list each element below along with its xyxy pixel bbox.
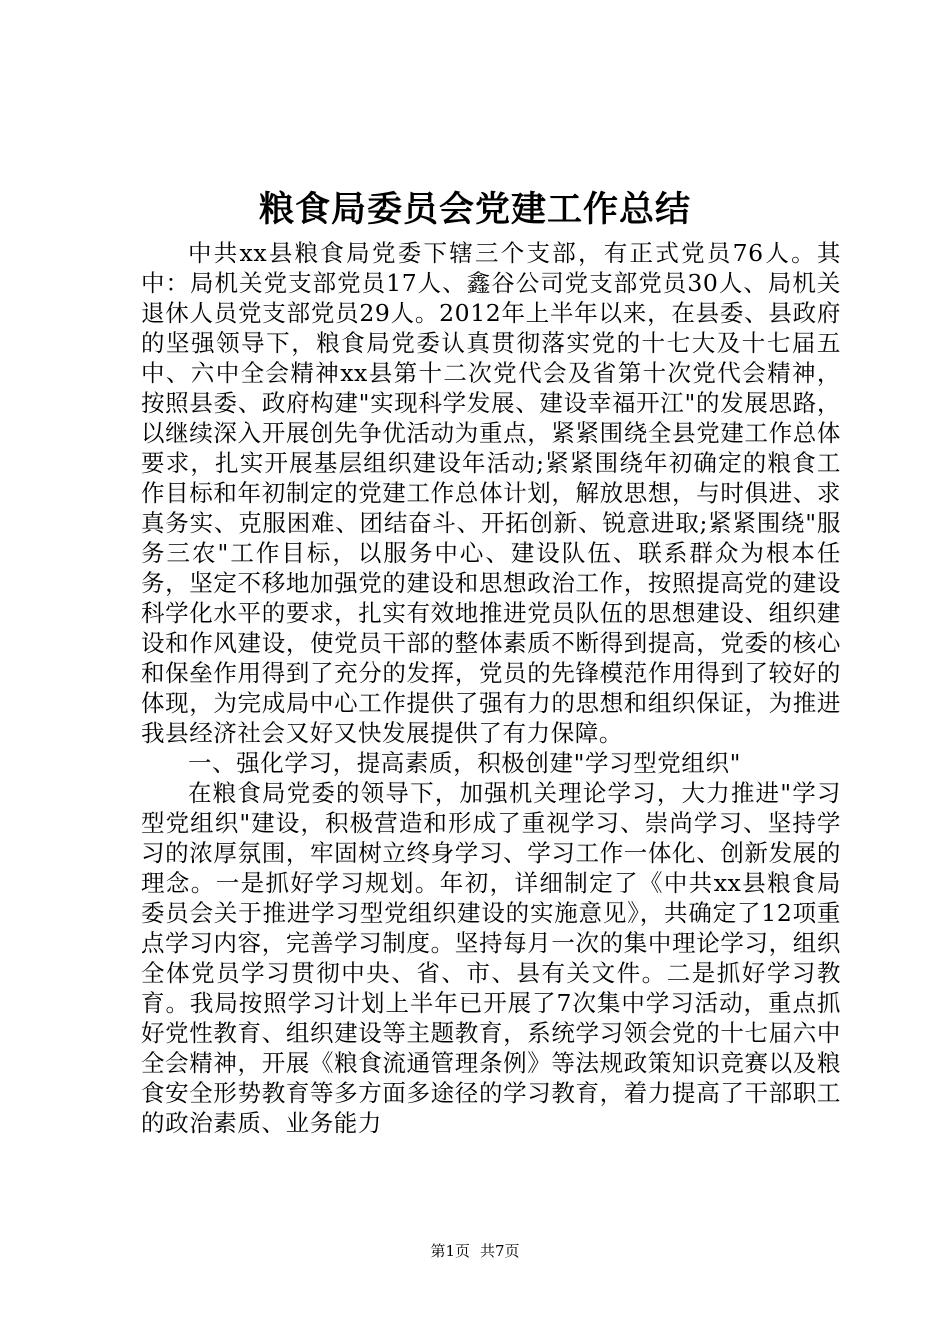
- page-number-current: 第1页: [430, 1242, 470, 1260]
- section-heading: 一、强化学习，提高素质，积极创建"学习型党组织": [188, 749, 742, 777]
- document-body: [141, 238, 841, 1138]
- page-number-total: 共7页: [480, 1242, 520, 1260]
- section-paragraph: 在粮食局党委的领导下，加强机关理论学习，大力推进"学习型党组织"建设，积极营造和形成了重视学习、崇尚学习、坚持学习的浓厚氛围，牢固树立终身学习、学习工作一体化、创新发展的理念。一是抓好学习规划。年初，详细制定了《中共xx县粮食局委员会关于推进学习型党组织建设的实施意见》，共确定了12项重点学习内容，完善学习制度。坚持每月一次的集中理论学习，组织全体党员学习贯彻中央、省、市、县有关文件。二是抓好学习教育。我局按照学习计划上半年已开展了7次集中学习活动，重点抓好党性教育、组织建设等主题教育，系统学习领会党的十七届六中全会精神，开展《粮食流通管理条例》等法规政策知识竞赛以及粮食安全形势教育等多方面多途径的学习教育，着力提高了干部职工的政治素质、业务能力: [141, 779, 841, 1137]
- intro-paragraph: 中共xx县粮食局党委下辖三个支部，有正式党员76人。其中：局机关党支部党员17人、鑫谷公司党支部党员30人、局机关退休人员党支部党员29人。2012年上半年以来，在县委、县政府的坚强领导下，粮食局党委认真贯彻落实党的十七大及十七届五中、六中全会精神xx县第十二次党代会及省第十次党代会精神，按照县委、政府构建"实现科学发展、建设幸福开江"的发展思路，以继续深入开展创先争优活动为重点，紧紧围绕全县党建工作总体要求，扎实开展基层组织建设年活动;紧紧围绕年初确定的粮食工作目标和年初制定的党建工作总体计划，解放思想，与时俱进、求真务实、克服困难、团结奋斗、开拓创新、锐意进取;紧紧围绕"服务三农"工作目标，以服务中心、建设队伍、联系群众为根本任务，坚定不移地加强党的建设和思想政治工作，按照提高党的建设科学化水平的要求，扎实有效地推进党员队伍的思想建设、组织建设和作风建设，使党员干部的整体素质不断得到提高，党委的核心和保垒作用得到了充分的发挥，党员的先锋模范作用得到了较好的体现，为完成局中心工作提供了强有力的思想和组织保证，为推进我县经济社会又好又快发展提供了有力保障。: [141, 239, 841, 747]
- page-title: 粮食局委员会党建工作总结: [258, 189, 691, 230]
- page-footer: [0, 1241, 950, 1261]
